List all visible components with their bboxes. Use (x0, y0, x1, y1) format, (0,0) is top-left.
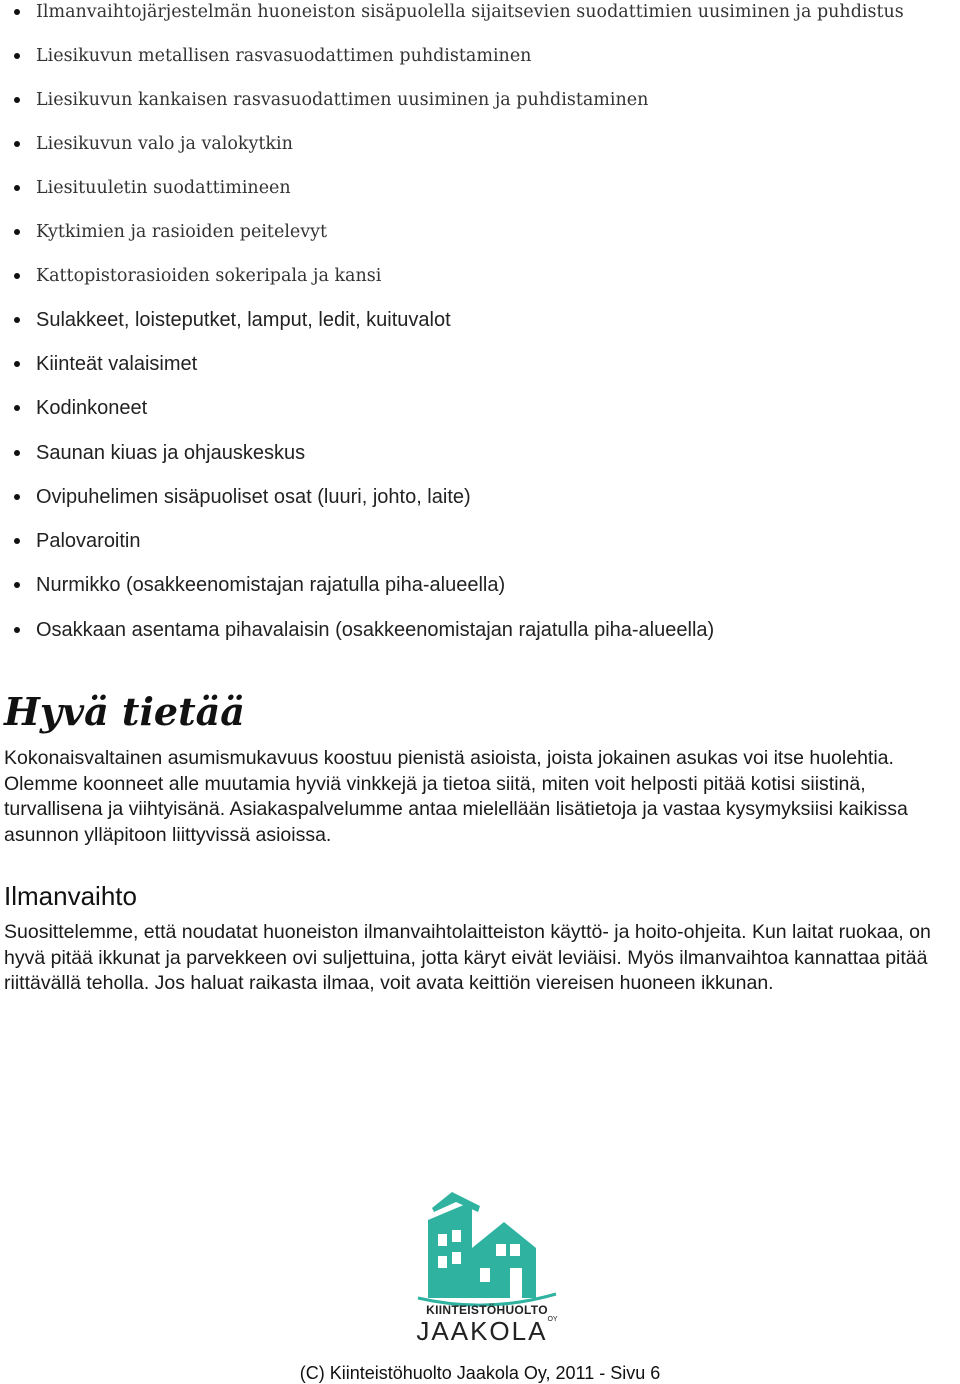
list-item-text: Liesituuletin suodattimineen (36, 178, 291, 198)
list-item-text: Liesikuvun kankaisen rasvasuodattimen uusiminen ja puhdistaminen (36, 90, 649, 110)
logo-building-left-icon (428, 1204, 472, 1298)
logo-suffix: OY (547, 1316, 558, 1323)
list-item-text: Ovipuhelimen sisäpuoliset osat (luuri, johto, laite) (36, 486, 471, 508)
bullet-icon (14, 141, 20, 147)
list-item-text: Saunan kiuas ja ohjauskeskus (36, 442, 306, 464)
list-item-text: Liesikuvun metallisen rasvasuodattimen puhdistaminen (36, 46, 532, 66)
bullet-icon (14, 229, 20, 235)
intro-paragraph: Kokonaisvaltainen asumismukavuus koostuu pienistä asioista, joista jokainen asukas voi itse huolehtia. Olemme koonneet alle muutamia hyviä vinkkejä ja tietoa siitä, miten voit helposti pitää kotisi siistinä, turvallisena ja viihtyisänä. Asiakaspalvelumme antaa mielellään lisätietoja ja vastaa kysymyksiisi kaikissa asunnon ylläpitoon liittyvissä asioissa. (4, 747, 908, 847)
list-item-text: Nurmikko (osakkeenomistajan rajatulla piha-alueella) (36, 574, 506, 596)
bullet-icon (14, 582, 20, 588)
bullet-icon (14, 494, 20, 500)
page-footer: (C) Kiinteistöhuolto Jaakola Oy, 2011 - Sivu 6 (299, 1363, 661, 1383)
logo-text-line2 (412, 1316, 562, 1347)
list-item-text: Kytkimien ja rasioiden peitelevyt (36, 222, 328, 242)
logo-building-right-icon (472, 1222, 536, 1298)
section-title-hyva-tietaa: Hyvä tietää (4, 689, 245, 734)
list-item-text: Liesikuvun valo ja valokytkin (36, 134, 293, 154)
bullet-icon (14, 450, 20, 456)
list-item-text: Kiinteät valaisimet (36, 353, 198, 375)
bullet-icon (14, 185, 20, 191)
bullet-icon (14, 627, 20, 633)
bullet-icon (14, 538, 20, 544)
ilmanvaihto-paragraph: Suosittelemme, että noudatat huoneiston ilmanvaihtolaitteiston käyttö- ja hoito-ohjeita. Kun laitat ruokaa, on hyvä pitää ikkunat ja parvekkeen ovi suljettuina, jotta käryt eivät leviäisi. Myös ilmanvaihtoa kannattaa pitää riittävällä teholla. Jos haluat raikasta ilmaa, voit avata keittiön viereisen huoneen ikkunan. (4, 921, 931, 995)
bullet-icon (14, 405, 20, 411)
list-item-text: Ilmanvaihtojärjestelmän huoneiston sisäpuolella sijaitsevien suodattimien uusiminen ja puhdistus (36, 2, 904, 22)
list-item-text: Sulakkeet, loisteputket, lamput, ledit, kuituvalot (36, 309, 451, 331)
logo-text-line1: KIINTEISTÖHUOLTO (426, 1303, 548, 1317)
bullet-icon (14, 317, 20, 323)
section-title-ilmanvaihto: Ilmanvaihto (4, 881, 137, 911)
list-item-text: Kattopistorasioiden sokeripala ja kansi (36, 266, 382, 286)
bullet-icon (14, 361, 20, 367)
logo-name: JAAKOLA (416, 1316, 548, 1346)
list-item-text: Palovaroitin (36, 530, 141, 552)
bullet-icon (14, 273, 20, 279)
bullet-icon (14, 53, 20, 59)
list-item-text: Osakkaan asentama pihavalaisin (osakkeenomistajan rajatulla piha-alueella) (36, 619, 715, 641)
list-item-text: Kodinkoneet (36, 397, 148, 419)
bullet-icon (14, 97, 20, 103)
bullet-icon (14, 9, 20, 15)
